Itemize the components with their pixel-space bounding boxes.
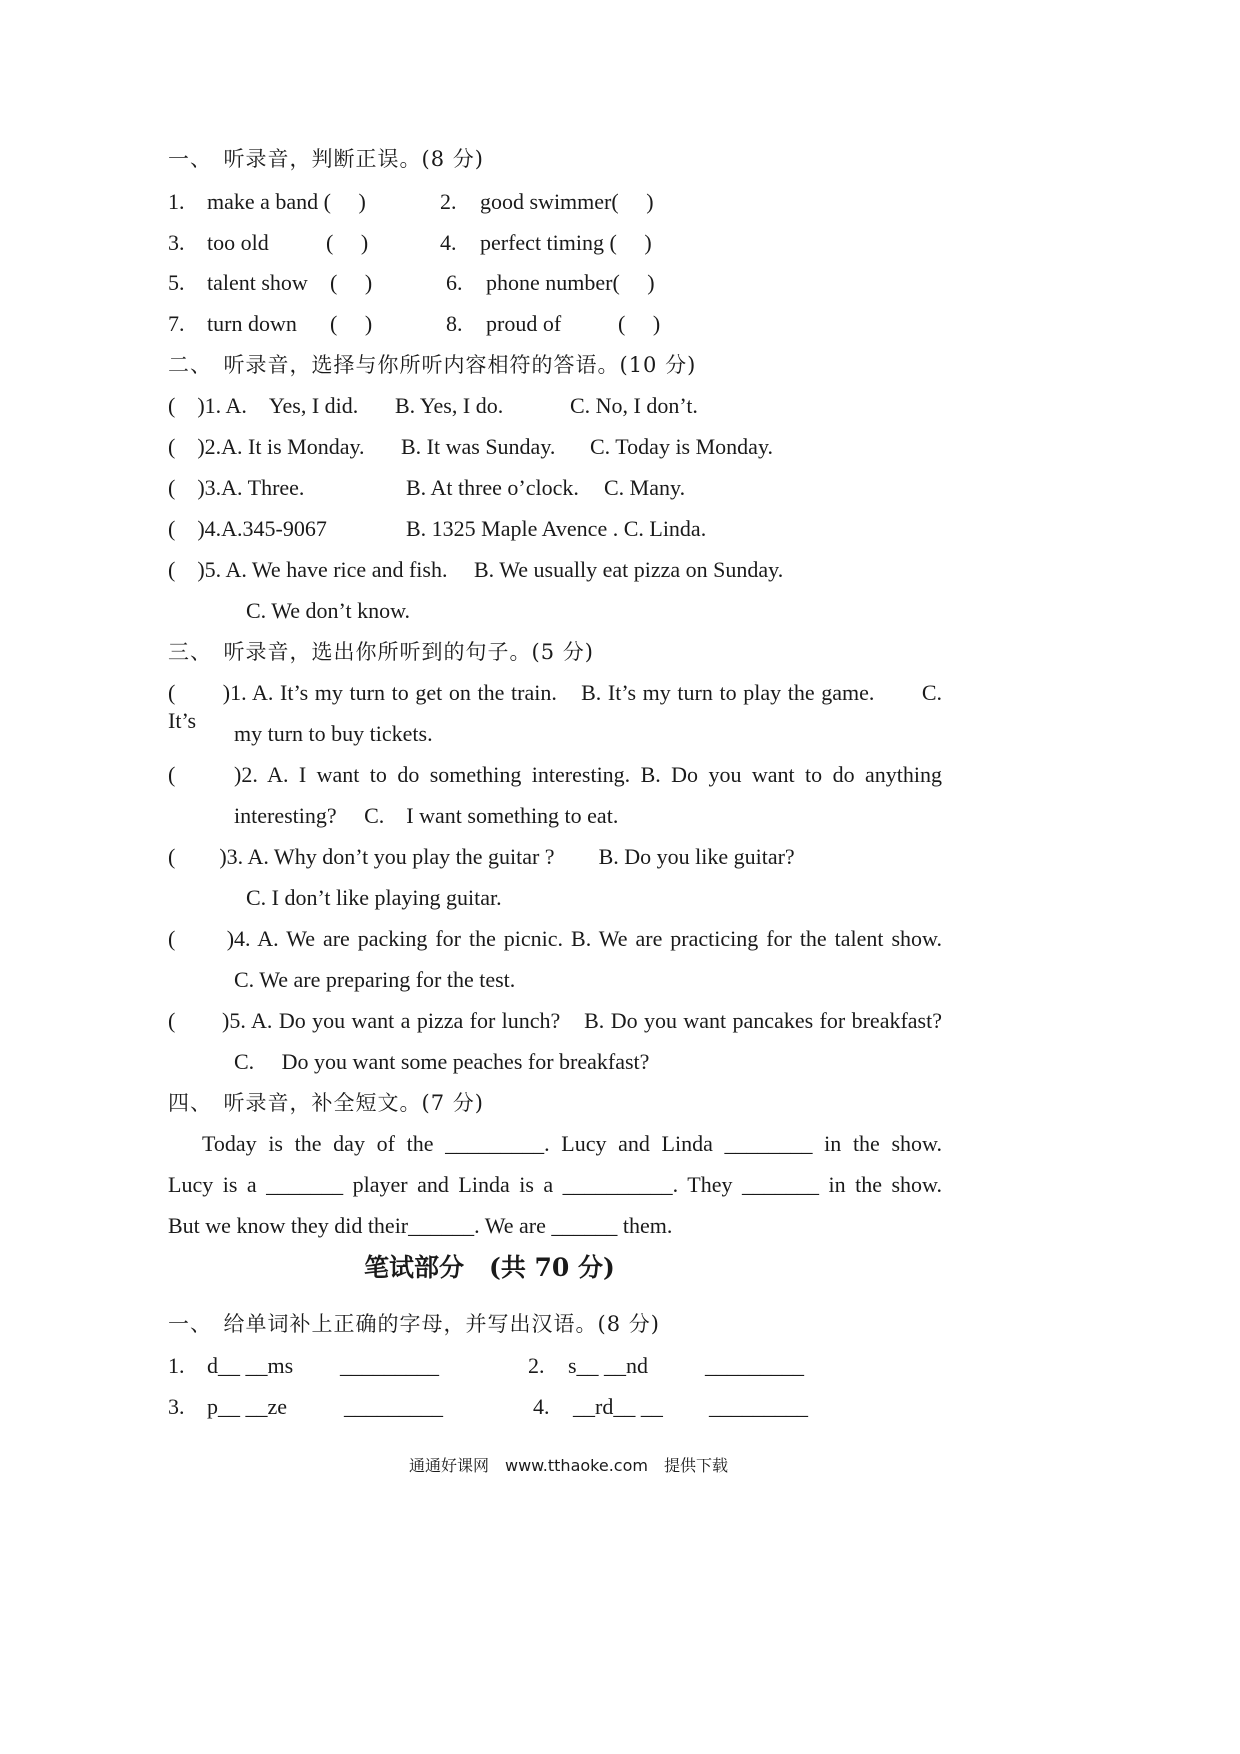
answer-bracket: ( ): [330, 311, 373, 336]
item-phrase: turn down: [207, 311, 297, 336]
item-number: 6.: [446, 270, 463, 295]
item-phrase: phone number( ): [486, 270, 655, 295]
question-line: C. We are preparing for the test.: [234, 967, 516, 992]
question-option-a: ( )5. A. We have rice and fish.: [168, 557, 448, 582]
question-option-c: C. We don’t know.: [246, 598, 411, 623]
answer-bracket: ( ): [330, 270, 373, 295]
question-option-c: C. Today is Monday.: [590, 434, 774, 459]
item-phrase: proud of: [486, 311, 562, 336]
answer-bracket: ( ): [618, 311, 661, 336]
question-line: interesting? C. I want something to eat.: [234, 803, 619, 828]
listening-section2-header: 二、 听录音，选择与你所听内容相符的答语。(10 分): [168, 353, 697, 377]
answer-blank: _________: [344, 1394, 443, 1419]
question-option-c: C. No, I don’t.: [570, 393, 698, 418]
question-line: C. I don’t like playing guitar.: [246, 885, 502, 910]
question-option-b: B. At three o’clock.: [406, 475, 579, 500]
passage-line: But we know they did their______. We are ______ them.: [168, 1213, 673, 1238]
page-footer: 通通好课网 www.tthaoke.com 提供下载: [409, 1456, 728, 1475]
word-with-blanks: p__ __ze: [207, 1394, 288, 1419]
written-section1-header: 一、 给单词补上正确的字母，并写出汉语。(8 分): [168, 1312, 660, 1336]
question-option-a: ( )3.A. Three.: [168, 475, 305, 500]
item-number: 4.: [440, 230, 457, 255]
listening-section4-header: 四、 听录音，补全短文。(7 分): [168, 1091, 484, 1115]
passage-line: Lucy is a _______ player and Linda is a __________. They _______ in the show.: [168, 1172, 942, 1197]
passage-line: Today is the day of the _________. Lucy and Linda ________ in the show.: [202, 1131, 942, 1156]
answer-blank: _________: [340, 1353, 439, 1378]
question-option-a: ( )1. A. Yes, I did.: [168, 393, 359, 418]
item-phrase: perfect timing ( ): [480, 230, 652, 255]
item-phrase: talent show: [207, 270, 308, 295]
item-phrase: make a band ( ): [207, 189, 366, 214]
item-number: 3.: [168, 1394, 185, 1419]
item-number: 8.: [446, 311, 463, 336]
question-line: C. Do you want some peaches for breakfast?: [234, 1049, 650, 1074]
item-number: 2.: [528, 1353, 545, 1378]
question-option-b: B. 1325 Maple Avence . C. Linda.: [406, 516, 707, 541]
question-line: ( )3. A. Why don’t you play the guitar ? B. Do you like guitar?: [168, 844, 795, 869]
question-option-a: ( )4.A.345-9067: [168, 516, 327, 541]
item-phrase: good swimmer( ): [480, 189, 654, 214]
question-option-b: B. Yes, I do.: [395, 393, 504, 418]
item-number: 5.: [168, 270, 185, 295]
listening-section3-header: 三、 听录音，选出你所听到的句子。(5 分): [168, 640, 594, 664]
item-phrase: too old: [207, 230, 269, 255]
item-number: 7.: [168, 311, 185, 336]
answer-blank: _________: [709, 1394, 808, 1419]
item-number: 2.: [440, 189, 457, 214]
question-option-c: C. Many.: [604, 475, 686, 500]
question-option-b: B. We usually eat pizza on Sunday.: [474, 557, 784, 582]
listening-section1-header: 一、 听录音，判断正误。(8 分): [168, 147, 484, 171]
word-with-blanks: __rd__ __: [573, 1394, 663, 1419]
item-number: 1.: [168, 189, 185, 214]
item-number: 1.: [168, 1353, 185, 1378]
answer-bracket: ( ): [326, 230, 369, 255]
item-number: 4.: [533, 1394, 550, 1419]
written-section-title: 笔试部分 (共 70 分): [364, 1253, 615, 1282]
question-line: ( )1. A. It’s my turn to get on the train. B. It’s my turn to play the game. C. It’s: [168, 680, 942, 733]
item-number: 3.: [168, 230, 185, 255]
word-with-blanks: s__ __nd: [568, 1353, 649, 1378]
question-option-a: ( )2.A. It is Monday.: [168, 434, 365, 459]
answer-blank: _________: [705, 1353, 804, 1378]
question-line: ( )4. A. We are packing for the picnic. B. We are practicing for the talent show.: [168, 926, 942, 951]
question-option-b: B. It was Sunday.: [401, 434, 556, 459]
question-line: my turn to buy tickets.: [234, 721, 433, 746]
question-line: ( )2. A. I want to do something interesting. B. Do you want to do anything: [168, 762, 942, 787]
word-with-blanks: d__ __ms: [207, 1353, 294, 1378]
question-line: ( )5. A. Do you want a pizza for lunch? B. Do you want pancakes for breakfast?: [168, 1008, 942, 1033]
